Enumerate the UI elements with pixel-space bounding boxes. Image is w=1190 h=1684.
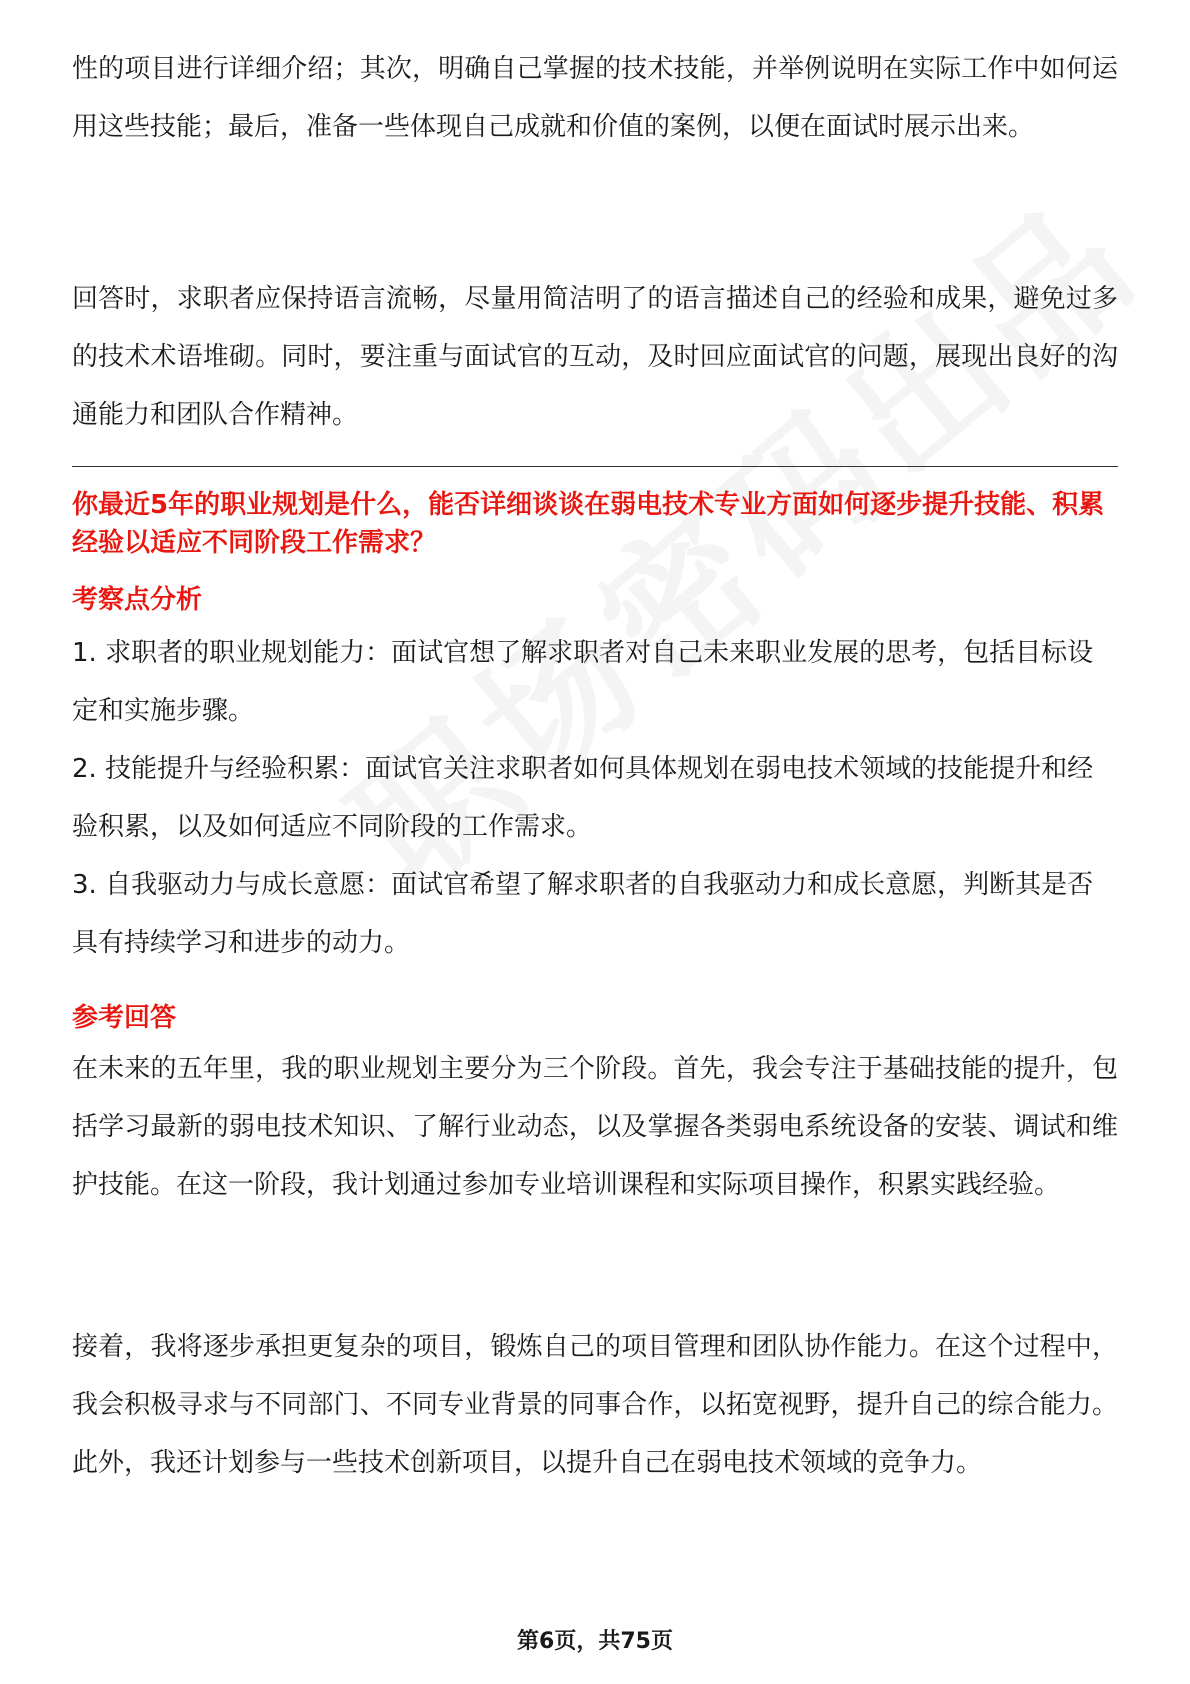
analysis-item: 2. 技能提升与经验积累：面试官关注求职者如何具体规划在弱电技术领域的技能提升和经验积累，以及如何适应不同阶段的工作需求。 [72, 754, 1094, 842]
reference-title: 参考回答 [72, 1003, 177, 1033]
reference-paragraph: 在未来的五年里，我的职业规划主要分为三个阶段。首先，我会专注于基础技能的提升，包括学习最新的弱电技术知识、了解行业动态，以及掌握各类弱电系统设备的安装、调试和维护技能。在这一阶段，我计划通过参加专业培训课程和实际项目操作，积累实践经验。 [72, 1054, 1118, 1200]
answer-tips-paragraph: 回答时，求职者应保持语言流畅，尽量用简洁明了的语言描述自己的经验和成果，避免过多的技术术语堆砌。同时，要注重与面试官的互动，及时回应面试官的问题，展现出良好的沟通能力和团队合作精神。 [72, 284, 1118, 430]
analysis-list [72, 624, 1118, 972]
intro-continuation-paragraph: 性的项目进行详细介绍；其次，明确自己掌握的技术技能，并举例说明在实际工作中如何运用这些技能；最后，准备一些体现自己成就和价值的案例，以便在面试时展示出来。 [72, 54, 1118, 142]
section-divider [72, 466, 1118, 467]
reference-paragraph: 接着，我将逐步承担更复杂的项目，锻炼自己的项目管理和团队协作能力。在这个过程中，我会积极寻求与不同部门、不同专业背景的同事合作，以拓宽视野，提升自己的综合能力。此外，我还计划参与一些技术创新项目，以提升自己在弱电技术领域的竞争力。 [72, 1332, 1118, 1478]
analysis-title: 考察点分析 [72, 585, 203, 615]
analysis-item: 3. 自我驱动力与成长意愿：面试官希望了解求职者的自我驱动力和成长意愿，判断其是否具有持续学习和进步的动力。 [72, 870, 1094, 958]
interview-question: 你最近5年的职业规划是什么，能否详细谈谈在弱电技术专业方面如何逐步提升技能、积累经验以适应不同阶段工作需求？ [72, 490, 1105, 558]
page-number-footer: 第6页，共75页 [517, 1629, 673, 1654]
analysis-item: 1. 求职者的职业规划能力：面试官想了解求职者对自己未来职业发展的思考，包括目标设定和实施步骤。 [72, 638, 1094, 726]
